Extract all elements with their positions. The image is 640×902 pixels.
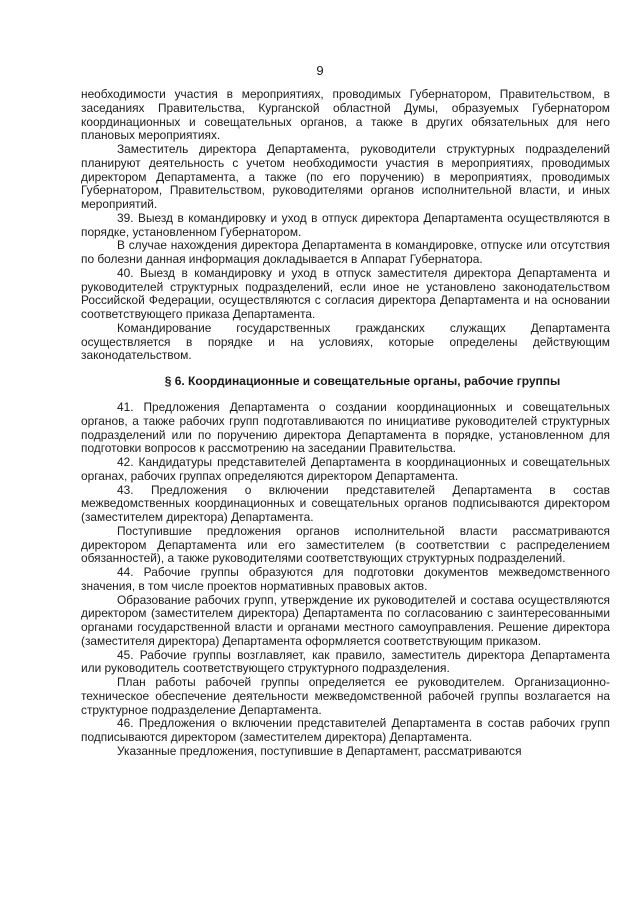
paragraph-45: 45. Рабочие группы возглавляет, как правило, заместитель директора Департамента или руководитель соответствующего структурного подразделения. xyxy=(81,647,610,676)
paragraph-42: 42. Кандидатуры представителей Департамента в координационных и совещательных органах, рабочих группах определяются директором Департамента. xyxy=(81,455,610,483)
paragraph-46: 46. Предложения о включении представителей Департамента в состав рабочих групп подписываются директором (заместителем директора) Департамента. xyxy=(81,716,610,744)
paragraph: Поступившие предложения органов исполнительной власти рассматриваются директором Департамента или его заместителем (в соответствии с распределением обязанностей), а также руководителями соответствующих структурных подразделений. xyxy=(81,523,610,566)
paragraph: Указанные предложения, поступившие в Департамент, рассматриваются xyxy=(117,743,522,758)
document-body xyxy=(81,88,610,759)
paragraph: В случае нахождения директора Департамента в командировке, отпуске или отсутствия по болезни данная информация докладывается в Аппарат Губернатора. xyxy=(81,238,610,266)
paragraph-39: 39. Выезд в командировку и уход в отпуск директора Департамента осуществляются в порядке, установленном Губернатором. xyxy=(81,210,610,239)
page-number: 9 xyxy=(316,63,324,78)
paragraph-43: 43. Предложения о включении представителей Департамента в состав межведомственных координационных и совещательных органов подписываются директором (заместителем директора) Департамента. xyxy=(81,482,610,524)
paragraph: необходимости участия в мероприятиях, проводимых Губернатором, Правительством, в заседаниях Правительства, Курганской областной Думы, образуемых Губернатором координационных и совещательных органов, а также в других обязательных для него плановых мероприятиях. xyxy=(81,87,610,143)
paragraph-44: 44. Рабочие группы образуются для подготовки документов межведомственного значения, в том числе проектов нормативных правовых актов. xyxy=(81,565,610,593)
paragraph: План работы рабочей группы определяется ее руководителем. Организационно-техническое обеспечение деятельности межведомственной рабочей группы возлагается на структурное подразделение Департамента. xyxy=(81,675,610,717)
paragraph-41: 41. Предложения Департамента о создании координационных и совещательных органов, а также рабочих групп подготавливаются по инициативе руководителей структурных подразделений или по поручению директора Департамента в порядке, установленном для подготовки вопросов к рассмотрению на заседании Правительства. xyxy=(81,400,610,456)
paragraph: Заместитель директора Департамента, руководители структурных подразделений планируют деятельность с учетом необходимости участия в мероприятиях, проводимых директором Департамента, а также (по его поручению) в мероприятиях, проводимых Губернатором, Правительством, руководителями органов исполнительной власти, и иных мероприятий. xyxy=(81,142,610,211)
paragraph-40: 40. Выезд в командировку и уход в отпуск заместителя директора Департамента и руководителей структурных подразделений, если иное не установлено законодательством Российской Федерации, осуществляются с согласия директора Департамента и на основании соответствующего приказа Департамента. xyxy=(81,265,610,321)
section-heading: § 6. Координационные и совещательные органы, рабочие группы xyxy=(164,374,561,388)
paragraph: Командирование государственных гражданских служащих Департамента осуществляется в порядке и на условиях, которые определены действующим законодательством. xyxy=(81,320,610,363)
paragraph: Образование рабочих групп, утверждение их руководителей и состава осуществляются директором (заместителем директора) Департамента по согласованию с заинтересованными органами государственной власти и органами местного самоуправления. Решение директора (заместителя директора) Департамента оформляется соответствующим приказом. xyxy=(81,592,610,648)
